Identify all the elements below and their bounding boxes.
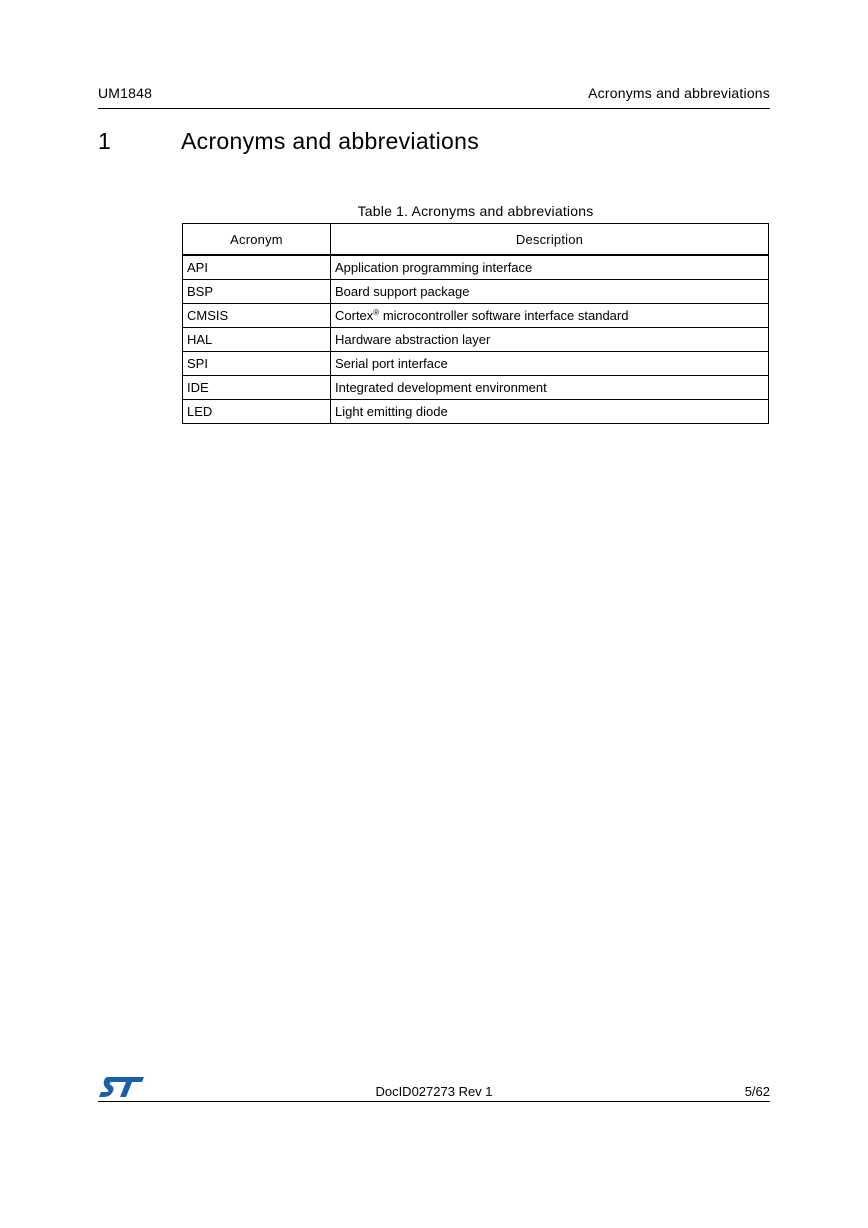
acronym-cell: CMSIS [183, 304, 331, 328]
page-footer [98, 1075, 770, 1102]
column-header-description: Description [331, 224, 769, 256]
acronym-cell: SPI [183, 352, 331, 376]
description-cell: Light emitting diode [331, 400, 769, 424]
acronym-cell: LED [183, 400, 331, 424]
acronyms-table [182, 223, 769, 424]
document-id: DocID027273 Rev 1 [375, 1084, 493, 1099]
acronym-cell: IDE [183, 376, 331, 400]
description-cell: Board support package [331, 280, 769, 304]
registered-mark: ® [373, 308, 380, 317]
acronym-cell: BSP [183, 280, 331, 304]
table-row [183, 400, 769, 424]
column-header-acronym: Acronym [183, 224, 331, 256]
table-header-row [183, 224, 769, 256]
section-title: Acronyms and abbreviations [181, 128, 480, 154]
table-row [183, 280, 769, 304]
table-row [183, 255, 769, 280]
acronym-cell: HAL [183, 328, 331, 352]
description-cell: Integrated development environment [331, 376, 769, 400]
table-row [183, 376, 769, 400]
section-number: 1 [98, 128, 112, 154]
description-cell: Hardware abstraction layer [331, 328, 769, 352]
description-cell: Serial port interface [331, 352, 769, 376]
acronym-cell: API [183, 255, 331, 280]
document-code: UM1848 [98, 85, 153, 101]
page-header [98, 84, 770, 109]
table-caption: Table 1. Acronyms and abbreviations [357, 203, 594, 219]
description-prefix: Cortex [335, 308, 374, 323]
description-suffix: microcontroller software interface standard [379, 308, 629, 323]
description-cell [331, 304, 769, 328]
table-row [183, 352, 769, 376]
running-section-title: Acronyms and abbreviations [588, 85, 770, 101]
page-number: 5/62 [744, 1084, 770, 1099]
description-cell: Application programming interface [331, 255, 769, 280]
table-row [183, 328, 769, 352]
table-row [183, 304, 769, 328]
